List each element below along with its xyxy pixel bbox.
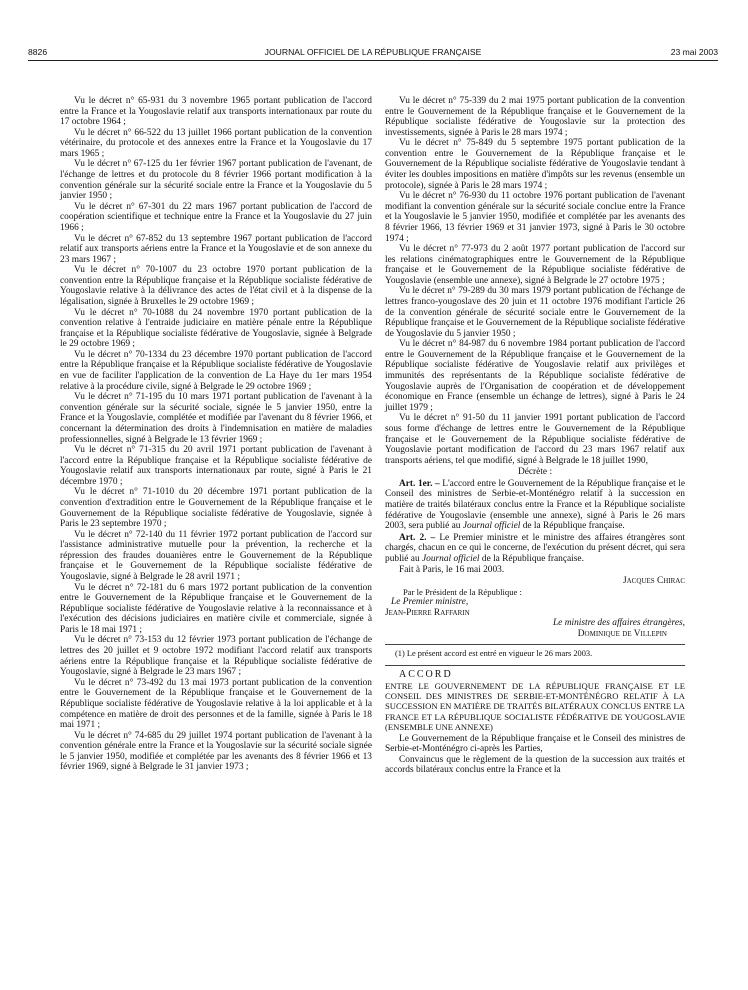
prime-minister-title: Le Premier ministre, xyxy=(391,597,469,608)
left-column xyxy=(60,96,372,773)
page-header xyxy=(28,46,718,61)
issue-date: 23 mai 2003 xyxy=(670,47,718,57)
article-2-label: Art. 2. – xyxy=(399,532,436,543)
decree-paragraph: Vu le décret n° 73-492 du 13 mai 1973 portant publication de la convention entre le Gouvernement de la République française et le Gouvernement de la République socialiste fédérative de Yougoslavie relative à la loi applicable et à la compétence en matière de droit des personnes et de la famille, signée à Paris le 18 mai 1971 ; xyxy=(60,677,372,731)
decree-paragraph: Vu le décret n° 84-987 du 6 novembre 1984 portant publication de l'accord entre le Gouvernement de la République française et le Gouvernement de la République socialiste fédérative de Yougoslavie relatif aux privilèges et immunités des représentants de la République socialiste fédérative de Yougoslavie auprès de l'Organisation de coopération et de développement économique en France (ensemble un échange de lettres), signé à Paris le 24 juillet 1979 ; xyxy=(385,339,685,413)
signing-place-date: Fait à Paris, le 16 mai 2003. xyxy=(399,565,505,576)
decree-paragraph: Vu le décret n° 65-931 du 3 novembre 1965 portant publication de l'accord entre la France et la Yougoslavie relatif aux transports internationaux par route du 17 octobre 1964 ; xyxy=(60,96,372,128)
prime-minister-name: Jean-Pierre Raffarin xyxy=(385,607,470,618)
article-2-end: de la République française. xyxy=(481,553,584,564)
decree-paragraph: Vu le décret n° 67-852 du 13 septembre 1967 portant publication de l'accord relatif aux transports aériens entre la France et la Yougoslavie et de son annexe du 23 mars 1967 ; xyxy=(60,233,372,265)
decrete-heading: Décrète : xyxy=(517,467,553,478)
footnote-divider xyxy=(385,644,685,645)
decree-paragraph: Vu le décret n° 70-1088 du 24 novembre 1970 portant publication de la convention relative à l'entraide judiciaire en matière pénale entre la République française et la République socialiste fédérative de Yougoslavie, signée à Belgrade le 29 octobre 1969 ; xyxy=(60,307,372,350)
accord-paragraph: Le Gouvernement de la République française et le Conseil des ministres de Serbie-et-Monténégro ci-après les Parties, xyxy=(385,733,685,755)
article-2 xyxy=(385,533,685,565)
decree-paragraph: Vu le décret n° 75-849 du 5 septembre 1975 portant publication de la convention entre le Gouvernement de la République française et le Gouvernement de la République socialiste fédérative de Yougoslavie tendant à éviter les doubles impositions en matière d'impôts sur les revenus (ensemble un protocole), signée à Paris le 28 mars 1974 ; xyxy=(385,138,685,191)
par-le-president: Par le Président de la République : xyxy=(403,586,522,597)
decree-paragraph: Vu le décret n° 71-1010 du 20 décembre 1971 portant publication de la convention d'extradition entre le Gouvernement de la République française et le Gouvernement de la République socialiste fédérative de Yougoslavie, signée à Paris le 23 septembre 1970 ; xyxy=(60,487,372,530)
decree-paragraph: Vu le décret n° 79-289 du 30 mars 1979 portant publication de l'échange de lettres franco-yougoslave des 20 juin et 11 octobre 1976 modifiant l'article 26 de la convention générale de sécurité sociale entre le Gouvernement de la République française et le Gouvernement de la République socialiste fédérative de Yougoslavie du 5 janvier 1950 ; xyxy=(385,286,685,339)
accord-divider xyxy=(385,665,685,666)
journal-title: JOURNAL OFFICIEL DE LA RÉPUBLIQUE FRANÇAISE xyxy=(264,47,482,57)
decree-paragraph: Vu le décret n° 70-1334 du 23 décembre 1970 portant publication de l'accord entre la République française et la République socialiste fédérative de Yougoslavie en vue de faciliter l'application de la convention de La Haye du 1er mars 1954 relative à la procédure civile, signé à Belgrade le 29 octobre 1969 ; xyxy=(60,349,372,392)
accord-heading: ENTRE LE GOUVERNEMENT DE LA RÉPUBLIQUE FRANÇAISE ET LE CONSEIL DES MINISTRES DE SERBIE-ET-MONTÉNÉGRO RELATIF À LA SUCCESSION EN MATIÈRE DE TRAITÉS BILATÉRAUX CONCLUS ENTRE LA FRANCE ET LA RÉPUBLIQUE SOCIALISTE FÉDÉRATIVE DE YOUGOSLAVIE (ENSEMBLE UNE ANNEXE) xyxy=(385,680,685,733)
decree-paragraph: Vu le décret n° 76-930 du 11 octobre 1976 portant publication de l'avenant modifiant la convention générale sur la sécurité sociale conclue entre la France et la Yougoslavie le 5 janvier 1950, modifiée et complétée par les avenants des 8 février 1966, 13 février 1969 et 31 janvier 1973, signé à Paris le 30 octobre 1974 ; xyxy=(385,191,685,244)
right-column xyxy=(385,96,685,776)
accord-title: ACCORD xyxy=(399,669,453,681)
decree-paragraph: Vu le décret n° 71-315 du 20 avril 1971 portant publication de l'avenant à l'accord entre la République française et la République socialiste fédérative de Yougoslavie relatif aux transports internationaux par route, signé à Paris le 21 décembre 1970 ; xyxy=(60,445,372,487)
article-2-text: Le Premier ministre et le ministre des affaires étrangères sont chargés, chacun en ce qui le concerne, de l'exécution du présent décret, qui sera publié au xyxy=(385,532,685,564)
decree-paragraph: Vu le décret n° 70-1007 du 23 octobre 1970 portant publication de la convention entre la République française et la République socialiste fédérative de Yougoslavie relative à la délivrance des actes de l'état civil et à la dispense de la légalisation, signée à Bruxelles le 29 octobre 1969 ; xyxy=(60,265,372,307)
foreign-minister-title: Le ministre des affaires étrangères, xyxy=(552,618,685,629)
page-number: 8826 xyxy=(28,47,48,57)
accord-paragraph: Convaincus que le règlement de la question de la succession aux traités et accords bilatéraux conclus entre la France et la xyxy=(385,754,685,776)
decree-paragraph: Vu le décret n° 75-339 du 2 mai 1975 portant publication de la convention entre le Gouvernement de la République française et le Gouvernement de la République socialiste fédérative de Yougoslavie sur la protection des investissements, signée à Paris le 28 mars 1974 ; xyxy=(385,96,685,138)
decree-paragraph: Vu le décret n° 77-973 du 2 août 1977 portant publication de l'accord sur les relations cinématographiques entre le Gouvernement de la République française et le Gouvernement de la République socialiste fédérative de Yougoslavie (ensemble une annexe), signé à Belgrade le 27 octobre 1975 ; xyxy=(385,244,685,286)
decree-paragraph: Vu le décret n° 72-140 du 11 février 1972 portant publication de l'accord sur l'assistance administrative mutuelle pour la prévention, la recherche et la répression des fraudes douanières entre le Gouvernement de la République française et le Gouvernement de la République socialiste fédérative de Yougoslavie, signé à Belgrade le 28 avril 1971 ; xyxy=(60,529,372,583)
article-1-end: de la République française. xyxy=(522,521,625,532)
decree-paragraph: Vu le décret n° 91-50 du 11 janvier 1991 portant publication de l'accord sous forme d'échange de lettres entre le Gouvernement de la République française et le Gouvernement de la République socialiste fédérative de Yougoslavie portant modification de l'accord du 23 mars 1967 relatif aux transports aériens, tel que modifié, signé à Belgrade le 18 juillet 1990, xyxy=(385,413,685,466)
article-1-text: L'accord entre le Gouvernement de la République française et le Conseil des ministres de Serbie-et-Monténégro relatif à la succession en matière de traités bilatéraux conclus entre la France et la République socialiste fédérative de Yougoslavie (ensemble une annexe), signé à Paris le 26 mars 2003, sera publié au xyxy=(385,478,686,532)
decree-paragraph: Vu le décret n° 67-301 du 22 mars 1967 portant publication de l'accord de coopération scientifique et technique entre la France et la Yougoslavie du 27 juin 1966 ; xyxy=(60,201,372,233)
decree-paragraph: Vu le décret n° 71-195 du 10 mars 1971 portant publication de l'avenant à la convention générale sur la sécurité sociale, signée le 5 janvier 1950, entre la France et la Yougoslavie, complétée et modifiée par l'avenant du 8 février 1966, et concernant la détermination des droits à l'indemnisation en matière de maladies professionnelles, signé à Belgrade le 13 février 1969 ; xyxy=(60,392,372,445)
decree-paragraph: Vu le décret n° 72-181 du 6 mars 1972 portant publication de la convention entre le Gouvernement de la République française et le Gouvernement de la République socialiste fédérative de Yougoslavie relative à la reconnaissance et à l'exécution des décisions judiciaires en matière civile et commerciale, signée à Paris le 18 mai 1971 ; xyxy=(60,582,372,635)
decree-paragraph: Vu le décret n° 73-153 du 12 février 1973 portant publication de l'échange de lettres des 20 juillet et 9 octobre 1972 modifiant l'accord relatif aux transports aériens entre la République française et la République socialiste fédérative de Yougoslavie, signé à Belgrade le 23 mars 1967 ; xyxy=(60,635,372,678)
journal-officiel-ref: Journal officiel xyxy=(421,553,480,564)
article-1-label: Art. 1er. – xyxy=(399,478,440,489)
journal-officiel-ref: Journal officiel xyxy=(462,521,521,532)
foreign-minister-name: Dominique de Villepin xyxy=(577,628,667,639)
decree-paragraph: Vu le décret n° 66-522 du 13 juillet 1966 portant publication de la convention vétérinaire, du protocole et des annexes entre la France et la Yougoslavie du 17 mars 1965 ; xyxy=(60,127,372,159)
footnote: (1) Le présent accord est entré en vigueur le 26 mars 2003. xyxy=(395,649,593,659)
decree-paragraph: Vu le décret n° 74-685 du 29 juillet 1974 portant publication de l'avenant à la convention générale entre la France et la Yougoslavie sur la sécurité sociale signée le 5 janvier 1950, modifiée et complétée par les avenants des 8 février 1966 et 13 février 1969, signé à Belgrade le 31 janvier 1973 ; xyxy=(60,730,372,773)
decree-paragraph: Vu le décret n° 67-125 du 1er février 1967 portant publication de l'avenant, de l'échange de lettres et du protocole du 8 février 1966 portant modification à la convention générale sur la sécurité sociale entre la France et la Yougoslavie du 5 janvier 1950 ; xyxy=(60,159,372,202)
article-1 xyxy=(385,479,685,532)
president-signature: Jacques Chirac xyxy=(622,576,685,587)
